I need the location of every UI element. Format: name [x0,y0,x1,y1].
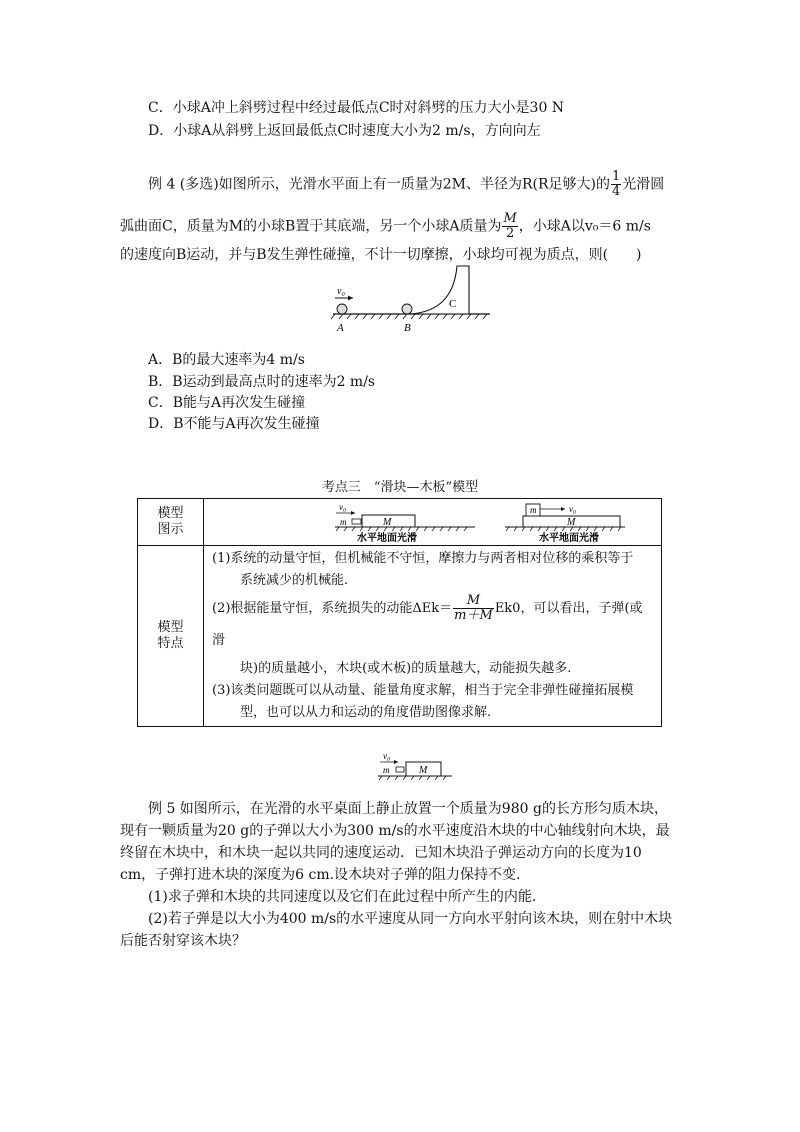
left-m-label: m [340,517,347,527]
point2-line2: 块)的质量越小，木块(或木板)的质量越大，动能损失越多. [240,661,572,676]
option-c-text: C．小球A冲上斜劈过程中经过最低点C时对斜劈的压力大小是30 N [148,100,565,116]
half-mass-fraction [502,212,517,241]
fraction-numerator: M [453,594,494,609]
slider-board-diagram [505,504,625,544]
fraction-numerator: 1 [611,169,621,184]
ball-b-shape [402,304,412,314]
velocity-label: v₀ [383,752,391,761]
example4-option-a: A．B的最大速率为4 m/s [148,352,305,368]
row-head-line2: 图示 [157,522,184,537]
fraction-denominator: m＋M [454,608,493,623]
left-velocity-label: v₀ [339,502,347,512]
model-diagrams [205,500,660,544]
point1-line1: (1)系统的动量守恒，但机械能不守恒，摩擦力与两者相对位移的乘积等于 [212,551,634,566]
point3-line1: (3)该类问题既可以从动量、能量角度求解，相当于完全非弹性碰撞拓展模 [212,683,634,698]
example5-question2: (2)若子弹是以大小为400 m/s的水平速度从同一方向水平射向该木块，则在射中木块 [148,911,673,927]
option-d-text: D．小球A从斜劈上返回最低点C时速度大小为2 m/s，方向向左 [148,123,541,139]
quarter-arc-figure [325,262,495,334]
bullet-mass-label: m [383,765,390,775]
fraction-denominator: 4 [611,184,621,199]
example4-line1-tail: 光滑圆 [622,176,665,193]
row-head-line1: 模型 [157,620,184,635]
bullet-block-diagram [335,502,475,544]
example4-option-d: D．B不能与A再次发生碰撞 [148,416,320,432]
point2-text: (2)根据能量守恒，系统损失的动能ΔEk＝ [212,601,453,616]
model-features-cell [204,546,662,727]
row-head-features [138,546,204,727]
right-caption: 水平地面光滑 [539,533,599,544]
diagram-row [138,499,662,546]
example5-line2: 现有一颗质量为20 g的子弹以大小为300 m/s的水平速度沿木块的中心轴线射向木块，最 [120,823,670,839]
example4-line1-text: 例 4 (多选)如图所示，光滑水平面上有一质量为2M、半径为R(R足够大)的 [148,176,610,193]
block-mass-label: M [419,765,428,776]
point2-line1 [204,592,661,658]
right-velocity-label: v₀ [569,504,577,514]
example5-line1: 例 5 如图所示，在光滑的水平桌面上静止放置一个质量为980 g的长方形匀质木块， [148,801,668,817]
point3-line2: 型，也可以从力和运动的角度借助图像求解. [240,705,492,720]
arc-surface-shape [409,266,469,314]
label-c: C [449,298,457,310]
model-diagrams-cell [204,499,662,546]
fraction-numerator: M [503,211,517,226]
example4-line2-tail: ，小球A以v₀＝6 m/s [518,218,651,235]
example4-line2-text: 弧曲面C，质量为M的小球B置于其底端，另一个小球A质量为 [120,218,502,235]
label-b: B [404,322,411,334]
features-row [138,546,662,727]
velocity-label: v₀ [337,286,345,297]
model-table [137,498,662,727]
section-title: 考点三 “滑块—木板”模型 [321,480,479,495]
example4-line3: 的速度向B运动，并与B发生弹性碰撞，不计一切摩擦，小球均可视为质点，则( ) [120,247,642,263]
point2-tail: Ek0，可以看出，子弹(或滑 [212,601,643,648]
right-block-label: M [567,517,576,528]
one-quarter-fraction [611,170,621,199]
point1-line2: 系统减少的机械能. [240,573,349,588]
example4-option-c: C．B能与A再次发生碰撞 [148,395,306,411]
example4-line1 [148,170,664,199]
fraction-denominator: 2 [505,226,515,241]
example5-line3: 终留在木块中，和木块一起以共同的速度运动．已知木块沿子弹运动方向的长度为10 [120,845,642,861]
example5-question1: (1)求子弹和木块的共同速度以及它们在此过程中所产生的内能. [148,889,537,905]
energy-loss-fraction [453,594,494,623]
ball-a-shape [337,304,347,314]
example4-line2 [120,212,651,241]
example5-line4: cm，子弹打进木块的深度为6 cm.设木块对子弹的阻力保持不变. [120,867,521,883]
example5-question2-tail: 后能否射穿该木块？ [120,933,246,949]
row-head-diagram [138,499,204,546]
left-caption: 水平地面光滑 [357,533,417,544]
bullet-block-figure [376,752,456,782]
example4-option-b: B．B运动到最高点时的速率为2 m/s [148,374,376,390]
row-head-line2: 特点 [157,636,184,651]
left-block-label: M [383,517,392,528]
label-a: A [337,322,344,334]
row-head-line1: 模型 [157,506,184,521]
right-m-label: m [530,505,537,515]
